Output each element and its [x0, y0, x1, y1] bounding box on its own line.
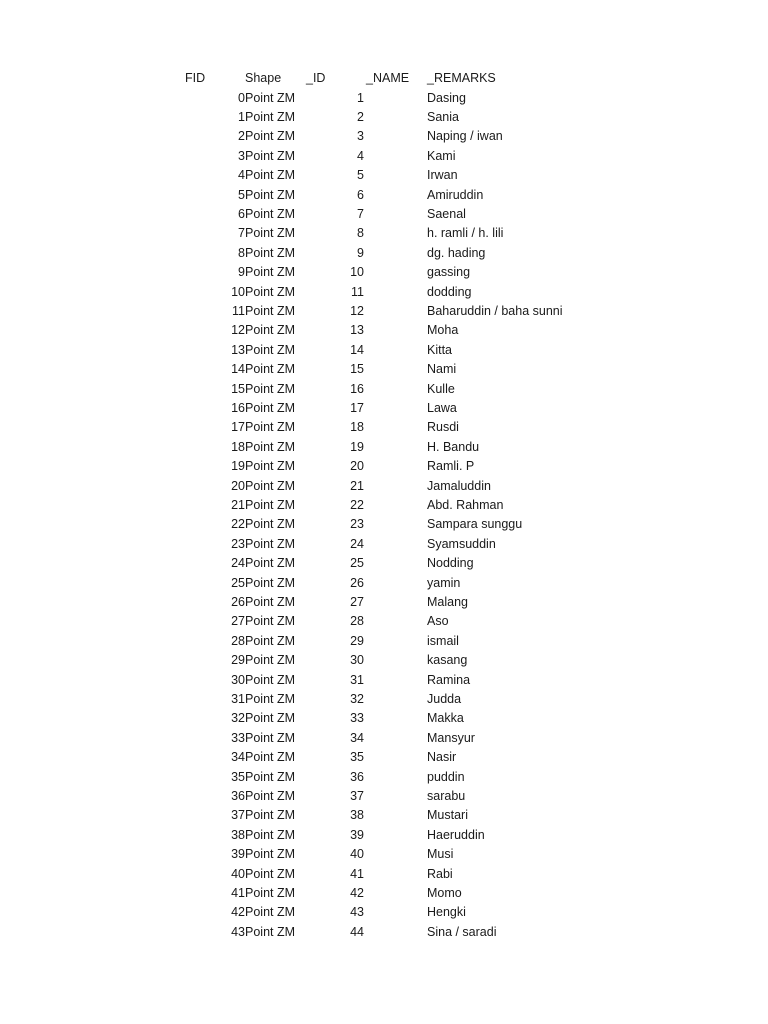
table-row — [0, 224, 768, 243]
cell-remarks: h. ramli / h. lili — [427, 226, 504, 241]
cell-shape: Point ZM — [245, 711, 296, 726]
cell-fid: 32 — [231, 711, 245, 726]
cell-id: 41 — [350, 866, 364, 881]
cell-fid: 19 — [231, 459, 245, 474]
cell-id: 8 — [357, 226, 364, 241]
cell-id: 1 — [357, 90, 364, 105]
table-row — [0, 399, 768, 418]
table-row — [0, 89, 768, 108]
cell-remarks: yamin — [427, 575, 461, 590]
cell-fid: 37 — [231, 808, 245, 823]
cell-id: 40 — [350, 847, 364, 862]
table-row — [0, 515, 768, 534]
cell-shape: Point ZM — [245, 556, 296, 571]
table-row — [0, 186, 768, 205]
cell-remarks: Dasing — [427, 90, 466, 105]
table-row — [0, 593, 768, 612]
cell-id: 6 — [357, 187, 364, 202]
cell-id: 38 — [350, 808, 364, 823]
table-row — [0, 263, 768, 282]
cell-shape: Point ZM — [245, 866, 296, 881]
table-row — [0, 574, 768, 593]
cell-id: 43 — [350, 905, 364, 920]
cell-remarks: Saenal — [427, 206, 466, 221]
cell-id: 36 — [350, 769, 364, 784]
column-header-remarks: _REMARKS — [427, 71, 496, 85]
cell-id: 14 — [350, 342, 364, 357]
cell-shape: Point ZM — [245, 847, 296, 862]
cell-shape: Point ZM — [245, 885, 296, 900]
cell-shape: Point ZM — [245, 691, 296, 706]
table-row — [0, 612, 768, 631]
table-header-row — [0, 69, 768, 88]
cell-shape: Point ZM — [245, 459, 296, 474]
cell-fid: 12 — [231, 323, 245, 338]
cell-fid: 25 — [231, 575, 245, 590]
cell-shape: Point ZM — [245, 323, 296, 338]
cell-remarks: H. Bandu — [427, 439, 480, 454]
cell-id: 29 — [350, 633, 364, 648]
table-row — [0, 496, 768, 515]
cell-remarks: Musi — [427, 847, 454, 862]
cell-remarks: Hengki — [427, 905, 466, 920]
cell-fid: 22 — [231, 517, 245, 532]
cell-fid: 36 — [231, 788, 245, 803]
cell-id: 21 — [350, 478, 364, 493]
cell-remarks: Kami — [427, 148, 456, 163]
cell-id: 24 — [350, 536, 364, 551]
cell-shape: Point ZM — [245, 478, 296, 493]
cell-shape: Point ZM — [245, 226, 296, 241]
cell-shape: Point ZM — [245, 594, 296, 609]
cell-shape: Point ZM — [245, 303, 296, 318]
table-row — [0, 535, 768, 554]
cell-remarks: Moha — [427, 323, 459, 338]
cell-id: 23 — [350, 517, 364, 532]
cell-remarks: Nami — [427, 362, 457, 377]
cell-shape: Point ZM — [245, 420, 296, 435]
cell-remarks: Rusdi — [427, 420, 459, 435]
table-row — [0, 166, 768, 185]
cell-fid: 40 — [231, 866, 245, 881]
table-row — [0, 748, 768, 767]
cell-fid: 7 — [238, 226, 245, 241]
cell-shape: Point ZM — [245, 109, 296, 124]
table-row — [0, 108, 768, 127]
cell-remarks: gassing — [427, 265, 471, 280]
table-row — [0, 806, 768, 825]
cell-remarks: Nodding — [427, 556, 474, 571]
table-row — [0, 244, 768, 263]
table-row — [0, 127, 768, 146]
cell-id: 37 — [350, 788, 364, 803]
table-row — [0, 884, 768, 903]
cell-id: 35 — [350, 750, 364, 765]
table-row — [0, 826, 768, 845]
cell-shape: Point ZM — [245, 750, 296, 765]
cell-remarks: Aso — [427, 614, 449, 629]
table-row — [0, 768, 768, 787]
cell-id: 26 — [350, 575, 364, 590]
cell-remarks: Kitta — [427, 342, 453, 357]
table-row — [0, 321, 768, 340]
table-row — [0, 283, 768, 302]
cell-fid: 42 — [231, 905, 245, 920]
cell-remarks: dodding — [427, 284, 472, 299]
cell-remarks: puddin — [427, 769, 465, 784]
cell-remarks: Rabi — [427, 866, 453, 881]
table-row — [0, 690, 768, 709]
cell-fid: 33 — [231, 730, 245, 745]
cell-remarks: Ramina — [427, 672, 471, 687]
cell-shape: Point ZM — [245, 905, 296, 920]
cell-id: 7 — [357, 206, 364, 221]
cell-remarks: Jamaluddin — [427, 478, 491, 493]
cell-fid: 27 — [231, 614, 245, 629]
cell-shape: Point ZM — [245, 265, 296, 280]
column-header-fid: FID — [185, 71, 206, 85]
cell-id: 28 — [350, 614, 364, 629]
cell-remarks: Judda — [427, 691, 462, 706]
cell-shape: Point ZM — [245, 206, 296, 221]
cell-id: 10 — [350, 265, 364, 280]
cell-remarks: Sania — [427, 109, 459, 124]
cell-remarks: Baharuddin / baha sunni — [427, 303, 563, 318]
cell-shape: Point ZM — [245, 284, 296, 299]
table-row — [0, 380, 768, 399]
cell-id: 34 — [350, 730, 364, 745]
cell-shape: Point ZM — [245, 342, 296, 357]
cell-id: 31 — [350, 672, 364, 687]
cell-fid: 11 — [232, 303, 245, 318]
cell-remarks: Amiruddin — [427, 187, 484, 202]
cell-shape: Point ZM — [245, 129, 296, 144]
cell-shape: Point ZM — [245, 497, 296, 512]
cell-shape: Point ZM — [245, 575, 296, 590]
table-row — [0, 360, 768, 379]
cell-id: 44 — [350, 924, 364, 939]
cell-remarks: Sina / saradi — [427, 924, 497, 939]
cell-fid: 23 — [231, 536, 245, 551]
cell-remarks: Kulle — [427, 381, 455, 396]
cell-id: 25 — [350, 556, 364, 571]
cell-shape: Point ZM — [245, 924, 296, 939]
cell-id: 3 — [357, 129, 364, 144]
cell-id: 11 — [351, 284, 364, 299]
cell-fid: 0 — [238, 90, 245, 105]
cell-fid: 17 — [231, 420, 245, 435]
table-row — [0, 147, 768, 166]
cell-shape: Point ZM — [245, 148, 296, 163]
cell-id: 15 — [350, 362, 364, 377]
cell-remarks: Mustari — [427, 808, 468, 823]
cell-id: 39 — [350, 827, 364, 842]
cell-shape: Point ZM — [245, 439, 296, 454]
table-row — [0, 709, 768, 728]
table-row — [0, 923, 768, 942]
cell-id: 19 — [350, 439, 364, 454]
column-header-id: _ID — [306, 71, 326, 85]
table-row — [0, 845, 768, 864]
cell-shape: Point ZM — [245, 187, 296, 202]
cell-fid: 8 — [238, 245, 245, 260]
cell-fid: 39 — [231, 847, 245, 862]
cell-shape: Point ZM — [245, 90, 296, 105]
cell-fid: 38 — [231, 827, 245, 842]
cell-id: 16 — [350, 381, 364, 396]
cell-id: 42 — [350, 885, 364, 900]
cell-fid: 21 — [231, 497, 245, 512]
cell-shape: Point ZM — [245, 769, 296, 784]
cell-fid: 13 — [231, 342, 245, 357]
cell-fid: 3 — [238, 148, 245, 163]
table-row — [0, 205, 768, 224]
cell-shape: Point ZM — [245, 672, 296, 687]
table-row — [0, 341, 768, 360]
cell-shape: Point ZM — [245, 653, 296, 668]
cell-fid: 26 — [231, 594, 245, 609]
cell-remarks: Ramli. P — [427, 459, 475, 474]
cell-remarks: Malang — [427, 594, 468, 609]
cell-id: 9 — [357, 245, 364, 260]
table-row — [0, 632, 768, 651]
cell-id: 17 — [350, 400, 364, 415]
cell-remarks: Nasir — [427, 750, 457, 765]
cell-id: 13 — [350, 323, 364, 338]
cell-fid: 18 — [231, 439, 245, 454]
table-row — [0, 438, 768, 457]
cell-fid: 14 — [231, 362, 245, 377]
table-row — [0, 787, 768, 806]
cell-shape: Point ZM — [245, 536, 296, 551]
cell-shape: Point ZM — [245, 633, 296, 648]
cell-remarks: Sampara sunggu — [427, 517, 523, 532]
cell-fid: 2 — [238, 129, 245, 144]
cell-id: 27 — [350, 594, 364, 609]
cell-fid: 1 — [238, 109, 245, 124]
table-row — [0, 477, 768, 496]
cell-id: 20 — [350, 459, 364, 474]
cell-fid: 16 — [231, 400, 245, 415]
cell-fid: 20 — [231, 478, 245, 493]
table-row — [0, 865, 768, 884]
cell-fid: 34 — [231, 750, 245, 765]
table-row — [0, 554, 768, 573]
cell-shape: Point ZM — [245, 381, 296, 396]
cell-fid: 15 — [231, 381, 245, 396]
table-row — [0, 671, 768, 690]
cell-shape: Point ZM — [245, 788, 296, 803]
table-row — [0, 302, 768, 321]
cell-remarks: kasang — [427, 653, 468, 668]
cell-id: 5 — [357, 168, 364, 183]
cell-id: 30 — [350, 653, 364, 668]
cell-id: 32 — [350, 691, 364, 706]
cell-remarks: Haeruddin — [427, 827, 485, 842]
cell-fid: 4 — [238, 168, 245, 183]
cell-fid: 43 — [231, 924, 245, 939]
cell-fid: 29 — [231, 653, 245, 668]
table-row — [0, 729, 768, 748]
cell-shape: Point ZM — [245, 400, 296, 415]
cell-id: 2 — [357, 109, 364, 124]
cell-shape: Point ZM — [245, 827, 296, 842]
cell-shape: Point ZM — [245, 730, 296, 745]
cell-shape: Point ZM — [245, 362, 296, 377]
cell-shape: Point ZM — [245, 245, 296, 260]
cell-remarks: Naping / iwan — [427, 129, 503, 144]
cell-id: 4 — [357, 148, 364, 163]
cell-shape: Point ZM — [245, 614, 296, 629]
column-header-shape: Shape — [245, 71, 282, 85]
cell-id: 12 — [350, 303, 364, 318]
cell-remarks: Mansyur — [427, 730, 475, 745]
cell-remarks: Irwan — [427, 168, 458, 183]
cell-id: 18 — [350, 420, 364, 435]
cell-remarks: dg. hading — [427, 245, 486, 260]
cell-fid: 10 — [231, 284, 245, 299]
cell-fid: 6 — [238, 206, 245, 221]
cell-fid: 28 — [231, 633, 245, 648]
table-row — [0, 903, 768, 922]
cell-remarks: sarabu — [427, 788, 466, 803]
cell-fid: 30 — [231, 672, 245, 687]
cell-fid: 24 — [231, 556, 245, 571]
column-header-name: _NAME — [366, 71, 410, 85]
cell-fid: 35 — [231, 769, 245, 784]
cell-shape: Point ZM — [245, 168, 296, 183]
cell-fid: 5 — [238, 187, 245, 202]
cell-fid: 9 — [238, 265, 245, 280]
cell-fid: 41 — [231, 885, 245, 900]
cell-shape: Point ZM — [245, 517, 296, 532]
cell-fid: 31 — [231, 691, 245, 706]
table-row — [0, 418, 768, 437]
cell-remarks: Makka — [427, 711, 464, 726]
cell-remarks: ismail — [427, 633, 459, 648]
table-row — [0, 457, 768, 476]
cell-remarks: Abd. Rahman — [427, 497, 504, 512]
cell-shape: Point ZM — [245, 808, 296, 823]
cell-remarks: Syamsuddin — [427, 536, 496, 551]
table-row — [0, 651, 768, 670]
cell-id: 22 — [350, 497, 364, 512]
cell-id: 33 — [350, 711, 364, 726]
cell-remarks: Lawa — [427, 400, 457, 415]
cell-remarks: Momo — [427, 885, 462, 900]
